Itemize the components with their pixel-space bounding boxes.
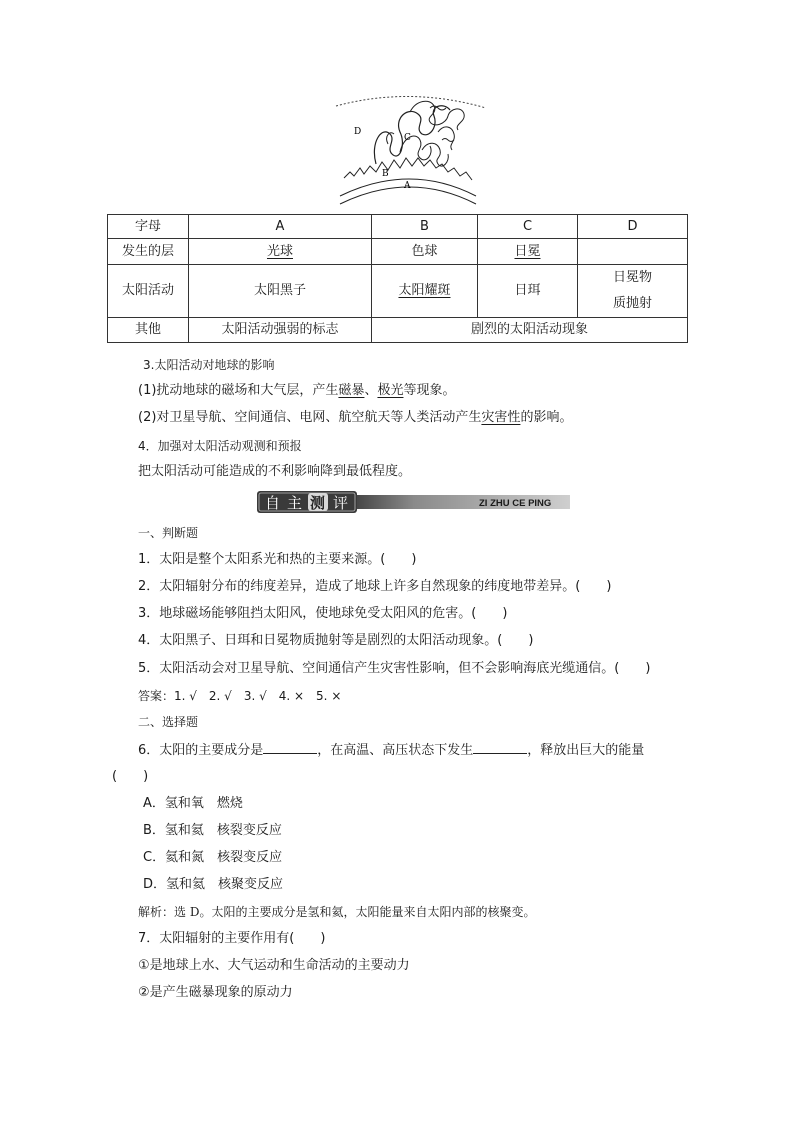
table-cell xyxy=(372,265,478,318)
table-cell: 发生的层 xyxy=(108,239,189,265)
answer-underlined: 日冕 xyxy=(514,243,541,259)
judge-heading: 一、判断题 xyxy=(138,526,199,540)
table-row xyxy=(108,318,688,343)
table-row xyxy=(108,215,688,239)
section3-point1 xyxy=(138,382,455,400)
answer-underlined: 极光 xyxy=(377,383,404,398)
choice-q6-option-d: D．氢和氦 核聚变反应 xyxy=(143,877,284,892)
answer-underlined: 光球 xyxy=(266,243,293,259)
table-cell: 色球 xyxy=(372,239,478,265)
choice-q7-item1: ①是地球上水、大气运动和生命活动的主要动力 xyxy=(138,958,410,973)
table-cell: B xyxy=(372,215,478,239)
figure-label-b: B xyxy=(382,169,389,179)
table-cell xyxy=(189,239,372,265)
table-cell: C xyxy=(478,215,578,239)
table-cell xyxy=(578,239,688,265)
judge-q4: 4．太阳黑子、日珥和日冕物质抛射等是剧烈的太阳活动现象。( ) xyxy=(138,633,534,648)
text: 6．太阳的主要成分是 xyxy=(138,743,264,758)
solar-atmosphere-figure xyxy=(330,92,490,208)
choice-q6-analysis xyxy=(138,903,535,921)
table-cell: 日珥 xyxy=(478,265,578,318)
judge-q1: 1．太阳是整个太阳系光和热的主要来源。( ) xyxy=(138,552,417,567)
table-row xyxy=(108,265,688,318)
table-cell xyxy=(578,265,688,318)
figure-label-a: A xyxy=(404,181,411,191)
choice-heading: 二、选择题 xyxy=(138,715,199,729)
text: 等现象。 xyxy=(403,383,456,398)
fill-blank xyxy=(263,741,317,754)
section4-title: 4．加强对太阳活动观测和预报 xyxy=(138,439,302,453)
table-cell: D xyxy=(578,215,688,239)
figure-label-d: D xyxy=(354,127,362,137)
table-cell: A xyxy=(189,215,372,239)
judge-q5: 5．太阳活动会对卫星导航、空间通信产生灾害性影响，但不会影响海底光缆通信。( ) xyxy=(138,661,651,676)
text: ，在高温、高压状态下发生 xyxy=(317,743,474,758)
table-cell xyxy=(478,239,578,265)
section3-title: 3.太阳活动对地球的影响 xyxy=(143,358,275,372)
self-test-banner xyxy=(257,490,570,514)
judge-q3: 3．地球磁场能够阻挡太阳风，使地球免受太阳风的危害。( ) xyxy=(138,606,508,621)
choice-q6-option-c: C．氦和氮 核裂变反应 xyxy=(143,850,283,865)
solar-atmosphere-diagram xyxy=(330,92,490,208)
answer-underlined: 灾害性 xyxy=(481,410,521,425)
judge-q2: 2．太阳辐射分布的纬度差异，造成了地球上许多自然现象的纬度地带差异。( ) xyxy=(138,579,612,594)
fill-blank xyxy=(473,741,527,754)
table-cell: 太阳黑子 xyxy=(189,265,372,318)
solar-activity-table xyxy=(107,214,688,343)
table-row xyxy=(108,239,688,265)
section4-text: 把太阳活动可能造成的不利影响降到最低程度。 xyxy=(138,464,412,479)
banner-char: 自 xyxy=(265,494,281,512)
table-cell: 其他 xyxy=(108,318,189,343)
text: (1)扰动地球的磁场和大气层，产生 xyxy=(138,383,339,398)
text: ，释放出巨大的能量 xyxy=(527,743,645,758)
text: 、 xyxy=(364,383,378,398)
choice-q7-item2: ②是产生磁暴现象的原动力 xyxy=(138,985,293,1000)
cell-line: 日冕物 xyxy=(612,270,652,285)
banner-char: 评 xyxy=(333,494,349,512)
answer-underlined: 太阳耀斑 xyxy=(398,283,451,298)
section3-point2 xyxy=(138,409,572,427)
choice-q6-option-b: B．氢和氦 核裂变反应 xyxy=(143,823,282,838)
choice-q7: 7．太阳辐射的主要作用有( ) xyxy=(138,931,326,946)
choice-q6-paren: ( ) xyxy=(112,769,149,784)
choice-q6 xyxy=(138,741,644,760)
choice-q6-option-a: A．氢和氧 燃烧 xyxy=(143,796,243,811)
table-cell: 剧烈的太阳活动现象 xyxy=(372,318,688,343)
table-cell: 太阳活动强弱的标志 xyxy=(189,318,372,343)
table-cell: 太阳活动 xyxy=(108,265,189,318)
cell-line: 质抛射 xyxy=(612,296,652,311)
text: (2)对卫星导航、空间通信、电网、航空航天等人类活动产生 xyxy=(138,410,482,425)
banner-char: 主 xyxy=(287,494,303,512)
banner-english: ZI ZHU CE PING xyxy=(479,498,552,509)
analysis-text: 选 D。太阳的主要成分是氢和氦，太阳能量来自太阳内部的核聚变。 xyxy=(174,905,536,919)
judge-answer: 答案：1. √ 2. √ 3. √ 4. × 5. × xyxy=(138,689,342,703)
answer-underlined: 磁暴 xyxy=(338,383,365,398)
analysis-label: 解析： xyxy=(138,905,175,919)
figure-label-c: C xyxy=(404,133,411,143)
banner-char: 测 xyxy=(310,494,326,512)
table-cell: 字母 xyxy=(108,215,189,239)
text: 的影响。 xyxy=(520,410,573,425)
